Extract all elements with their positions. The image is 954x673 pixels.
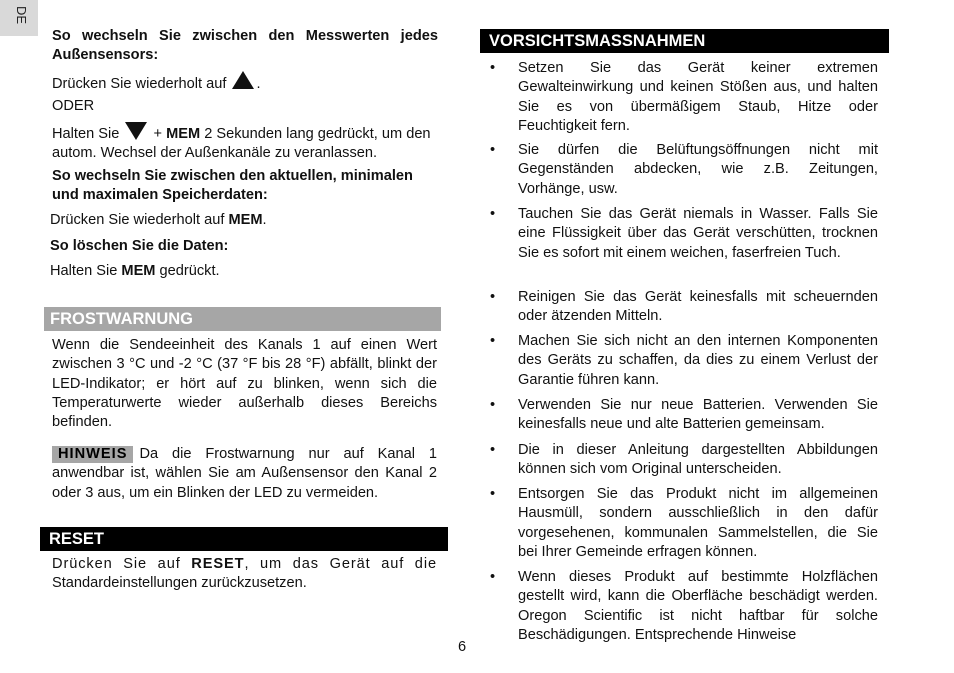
hold-mem-pre-text: Halten Sie (50, 263, 118, 279)
oder-text: ODER (52, 98, 95, 114)
reset-line-1 (52, 555, 437, 574)
up-arrow-icon (232, 71, 254, 89)
hold-mem-post-text: gedrückt. (159, 263, 220, 279)
bullet-icon: • (490, 142, 496, 158)
bullet-icon: • (490, 486, 496, 502)
plus-text: + (153, 126, 162, 142)
hold-pre-text: Halten Sie (52, 126, 120, 142)
heading-delete: So löschen Sie die Daten: (50, 238, 229, 254)
bullet-icon: • (490, 442, 496, 458)
bullet-icon: • (490, 60, 496, 76)
period-text: . (256, 76, 261, 92)
language-tab-label: DE (14, 5, 30, 25)
list-item-text: Die in dieser Anleitung dargestellten Abbildungen können sich vom Original unterscheiden. (518, 442, 878, 478)
reset-line-2: Standardeinstellungen zurückzusetzen. (52, 575, 307, 591)
reset-key-text: RESET (191, 556, 245, 572)
list-item-text: Verwenden Sie nur neue Batterien. Verwenden Sie keinesfalls neue und alte Batterien gemeinsam. (518, 397, 878, 433)
list-item-text: Setzen Sie das Gerät keiner extremen Gewalteinwirkung und keinen Stößen aus, und halten Sie es von übermäßigem Staub, Hitze oder Feuchtigkeit fern. (518, 60, 878, 134)
instruction-text: Drücken Sie wiederholt auf (52, 76, 227, 92)
list-item-text: Tauchen Sie das Gerät niemals in Wasser. Falls Sie eine Flüssigkeit über das Gerät verschütten, trocknen Sie es sofort mit einem weichen, faserfreien Tuch. (518, 206, 878, 261)
hinweis-text: Da die Frostwarnung nur auf Kanal 1 anwendbar ist, wählen Sie am Außensensor den Kanal 2 oder 3 aus, um ein Blinken der LED zu vermeiden. (52, 446, 437, 501)
reset-pre-text: Drücken Sie auf (52, 556, 181, 572)
section-title-frostwarnung: FROSTWARNUNG (44, 307, 441, 331)
bullet-icon: • (490, 333, 496, 349)
section-title-reset: RESET (40, 527, 448, 551)
page-number: 6 (458, 639, 467, 655)
mem-key-text: MEM (166, 126, 201, 142)
heading-switch-sensors: So wechseln Sie zwischen den Messwerten jedes Außensensors: (52, 28, 438, 64)
bullet-icon: • (490, 569, 496, 585)
list-item-text: Reinigen Sie das Gerät keinesfalls mit scheuernden oder ätzenden Mitteln. (518, 289, 878, 325)
period-text: . (262, 212, 267, 228)
mem-key-text: MEM (121, 263, 156, 279)
instruction-press-mem (50, 211, 436, 230)
instruction-hold-down-mem (52, 122, 438, 164)
bullet-icon: • (490, 289, 496, 305)
section-title-vorsichtsmassnahmen: VORSICHTSMASSNAHMEN (480, 29, 889, 53)
hold-post-text: 2 Sekunden lang gedrückt, um den autom. Wechsel der Außenkanäle zu veranlassen. (52, 126, 431, 162)
instruction-hold-mem (50, 262, 436, 281)
frost-paragraph: Wenn die Sendeeinheit des Kanals 1 auf einen Wert zwischen 3 °C und -2 °C (37 °F bis 28 °F) abfällt, blinkt der LED-Indikator; er hört auf zu blinken, wenn sich die Temperaturwerte wieder außerhalb dieses Bereichs befinden. (52, 337, 437, 431)
reset-post-text: , um das Gerät auf die (244, 556, 437, 572)
heading-switch-memory: So wechseln Sie zwischen den aktuellen, minimalen und maximalen Speicherdaten: (52, 168, 413, 204)
list-item-text: Wenn dieses Produkt auf bestimmte Holzflächen gestellt wird, kann die Oberfläche beschädigt werden. Oregon Scientific ist nicht haftbar für solche Beschädigungen. Entsprechende Hinweise (518, 569, 878, 643)
hinweis-badge: HINWEIS (52, 446, 133, 463)
list-item-text: Sie dürfen die Belüftungsöffnungen nicht mit Gegenständen abdecken, wie z.B. Zeitungen, Vorhänge, usw. (518, 142, 878, 197)
list-item-text: Machen Sie sich nicht an den internen Komponenten des Geräts zu schaffen, da dies zu einem Verlust der Garantie führen kann. (518, 333, 878, 388)
hinweis-paragraph (52, 445, 437, 503)
down-arrow-icon (125, 122, 147, 140)
bullet-icon: • (490, 206, 496, 222)
instruction-press-up (52, 71, 438, 94)
press-mem-pre-text: Drücken Sie wiederholt auf (50, 212, 225, 228)
list-item-text: Entsorgen Sie das Produkt nicht im allgemeinen Hausmüll, sondern ausschließlich in den dafür vorgesehenen, kommunalen Sammelstellen, die Sie bei Ihrer Gemeinde erfragen können. (518, 486, 878, 560)
mem-key-text: MEM (228, 212, 263, 228)
language-tab (0, 0, 38, 36)
bullet-icon: • (490, 397, 496, 413)
